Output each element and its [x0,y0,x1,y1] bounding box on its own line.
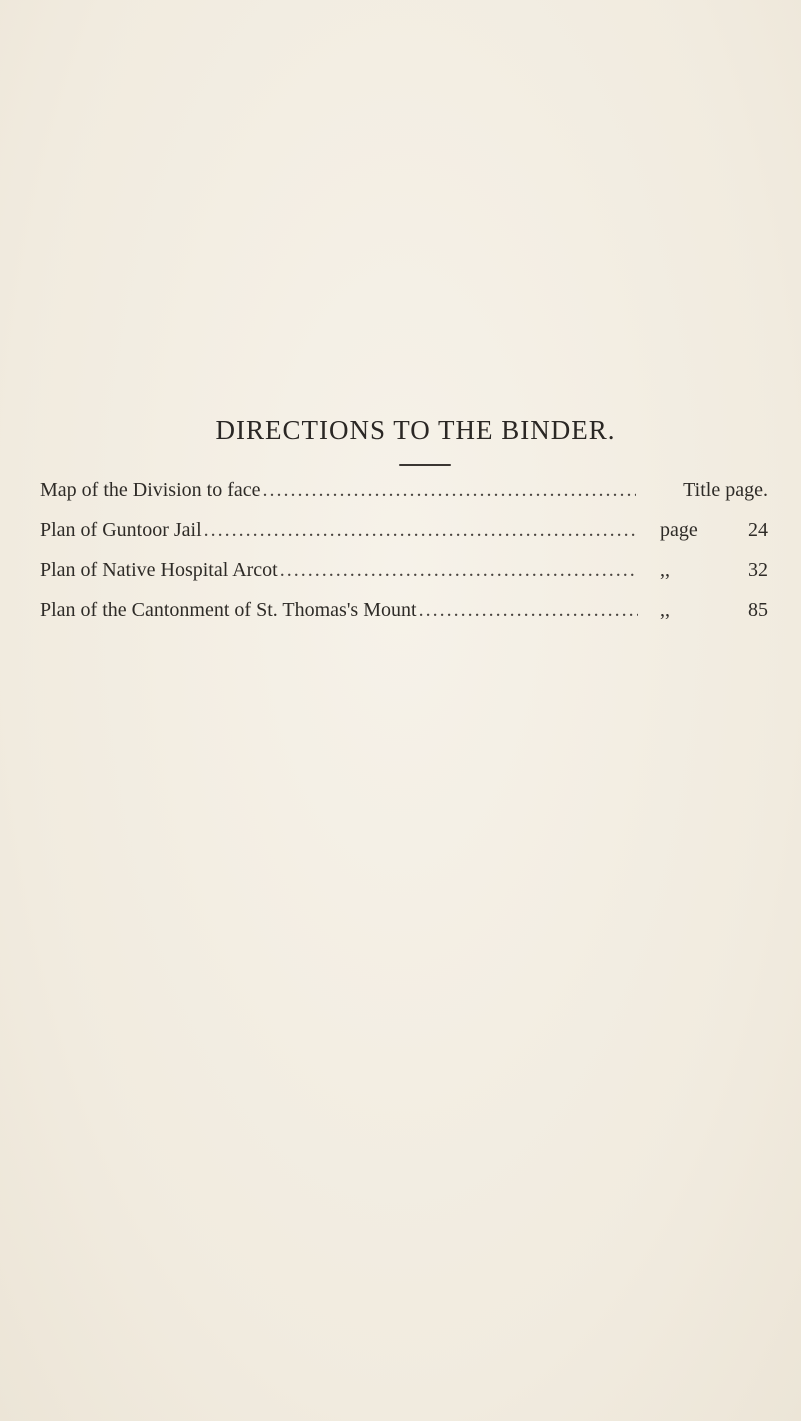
list-item [40,510,768,550]
entry-label: Plan of Guntoor Jail [40,519,202,541]
dot-leader [419,590,638,630]
entry-page-word: page [660,519,698,541]
entry-page-number: 32 [748,559,768,581]
entry-page-number: 24 [748,519,768,541]
entry-reference [638,550,768,590]
entry-label: Map of the Division to face [40,479,261,501]
dot-leader [263,470,637,510]
entry-page-word: Title page. [683,479,768,501]
entry-reference [636,470,768,510]
entry-label: Plan of the Cantonment of St. Thomas's Mount [40,599,417,621]
list-item [40,470,768,510]
entry-page-number: 85 [748,599,768,621]
dot-leader [204,510,638,550]
binder-directions-list [40,470,768,630]
list-item [40,590,768,630]
entry-page-word: ,, [660,559,670,581]
entry-reference [638,590,768,630]
list-item [40,550,768,590]
entry-label: Plan of Native Hospital Arcot [40,559,278,581]
entry-reference [638,510,768,550]
entry-page-word: ,, [660,599,670,621]
page-heading: DIRECTIONS TO THE BINDER. [215,415,616,445]
heading-rule [399,464,451,466]
dot-leader [280,550,638,590]
